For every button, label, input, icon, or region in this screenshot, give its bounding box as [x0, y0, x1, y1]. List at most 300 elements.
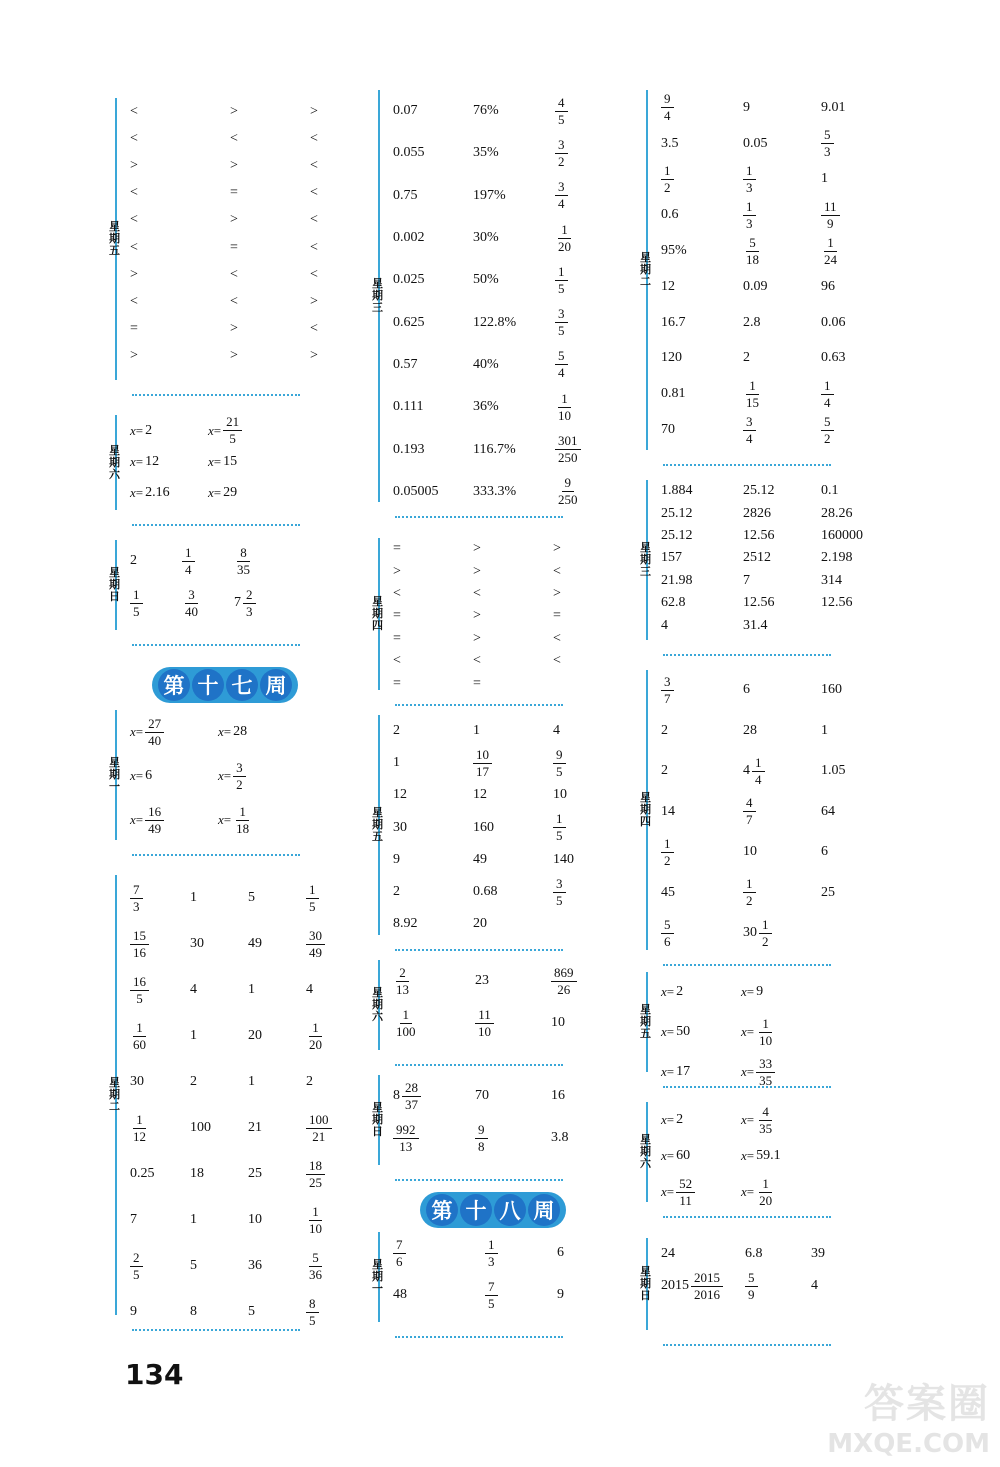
plain-value: 35% [473, 145, 499, 161]
answer-value [661, 207, 679, 223]
answer-value [130, 1212, 137, 1228]
answer-value [393, 541, 401, 557]
plain-value: 2 [306, 1074, 313, 1089]
answer-value [473, 442, 516, 458]
fraction [182, 545, 195, 578]
answer-cell [741, 1176, 831, 1209]
answer-cell [743, 163, 821, 196]
numerator: 1 [553, 811, 566, 828]
fraction [555, 475, 581, 508]
denominator: 5 [556, 763, 563, 779]
answer-cell [248, 890, 306, 906]
answer-value [230, 185, 238, 201]
answer-cell [553, 608, 623, 624]
whole-part: 7 [234, 595, 241, 610]
answer-value [473, 541, 481, 557]
x-prefix: x= [130, 724, 144, 739]
numerator: 7 [130, 882, 143, 899]
plain-value: > [130, 157, 138, 173]
answer-value [190, 1028, 197, 1044]
answer-value [306, 1296, 319, 1329]
denominator: 26 [557, 981, 571, 997]
answer-value [190, 1166, 204, 1182]
plain-value: < [393, 585, 401, 601]
answer-value [821, 171, 828, 187]
answer-value [473, 820, 494, 836]
plain-value: 1 [393, 755, 400, 771]
numerator: 1 [306, 882, 319, 899]
plain-value: 0.63 [821, 350, 846, 366]
answer-cell [661, 1064, 741, 1080]
answer-cell [661, 528, 743, 544]
answer-cell [661, 1112, 741, 1128]
answer-value [230, 294, 238, 310]
answer-cell [473, 653, 553, 669]
day-label: 星期二 [109, 1076, 120, 1113]
answer-value [130, 1074, 144, 1090]
answer-value [393, 787, 407, 803]
answer-value [475, 1122, 488, 1155]
answer-value [393, 1007, 419, 1040]
fraction [145, 804, 164, 837]
denominator: 5 [558, 280, 565, 296]
plain-value: 29 [223, 484, 238, 500]
answer-grid [661, 1238, 881, 1302]
answer-value [743, 378, 762, 411]
answer-value [130, 185, 138, 201]
answer-value [555, 137, 568, 170]
fraction [306, 1296, 319, 1329]
numerator: 2 [396, 965, 409, 982]
plain-value: 70 [475, 1088, 489, 1103]
answer-value [393, 852, 400, 868]
plain-value: 6.8 [745, 1246, 763, 1261]
answer-cell [393, 676, 473, 692]
plain-value: 160 [473, 819, 494, 835]
plain-value: = [393, 675, 401, 691]
denominator: 25 [309, 1174, 322, 1190]
answer-cell [248, 1304, 306, 1320]
answer-value [393, 653, 401, 669]
answer-cell [130, 294, 230, 310]
day-section [640, 1238, 943, 1330]
answer-cell [130, 1166, 190, 1182]
answer-value [248, 936, 262, 952]
answer-cell [130, 212, 230, 228]
answer-cell [553, 653, 623, 669]
fraction [756, 1176, 775, 1209]
answer-value [821, 682, 842, 698]
answer-cell [661, 618, 743, 634]
plain-value: 30 [130, 1074, 144, 1089]
plain-value: 3.5 [661, 135, 679, 151]
answer-cell [745, 1246, 811, 1262]
numerator: 1 [400, 1007, 413, 1024]
answer-value [393, 484, 439, 500]
plain-value: 7 [743, 572, 750, 588]
answer-value [130, 485, 170, 501]
answer-cell [393, 1122, 475, 1155]
answer-value [821, 279, 835, 295]
answer-cell [190, 1120, 248, 1136]
numerator: 1 [309, 1020, 322, 1037]
answer-value [553, 876, 566, 909]
denominator: 35 [237, 561, 250, 577]
whole-part: 30 [743, 925, 757, 941]
answer-cell [230, 321, 310, 337]
plain-value: 116.7% [473, 441, 516, 457]
plain-value: 5 [248, 1304, 255, 1319]
answer-cell [393, 631, 473, 647]
plain-value: 2 [661, 763, 668, 779]
numerator: 1 [182, 545, 195, 562]
plain-value: 39 [811, 1246, 825, 1261]
answer-cell [821, 350, 891, 366]
answer-value [130, 928, 149, 961]
plain-value: 36 [248, 1258, 262, 1273]
week-banner-char: 十 [460, 1194, 492, 1226]
plain-value: 23 [475, 973, 489, 988]
plain-value: 4 [190, 982, 197, 997]
answer-cell [473, 608, 553, 624]
answer-value [393, 916, 418, 932]
x-prefix: x= [130, 422, 144, 438]
answer-cell [743, 235, 821, 268]
answer-cell [306, 928, 366, 961]
answer-value [306, 1158, 325, 1191]
answer-value [661, 550, 682, 566]
fraction [553, 876, 566, 909]
answer-value [743, 483, 775, 499]
answer-value [218, 760, 246, 793]
answer-cell [475, 1088, 551, 1104]
denominator: 10 [558, 407, 571, 423]
answer-grid [393, 715, 623, 940]
answer-cell [130, 716, 218, 749]
answer-value [821, 723, 828, 739]
answer-cell [130, 267, 230, 283]
plain-value: 10 [248, 1212, 262, 1227]
denominator: 6 [396, 1253, 403, 1269]
answer-value [310, 294, 318, 310]
day-section [640, 1102, 943, 1208]
answer-cell [393, 188, 473, 204]
answer-cell [821, 763, 891, 779]
denominator: 9 [748, 1286, 755, 1302]
answer-value [230, 321, 238, 337]
fraction [743, 378, 762, 411]
answer-value [473, 315, 516, 331]
answer-value [475, 973, 489, 989]
fraction [555, 222, 574, 255]
fraction [555, 179, 568, 212]
plain-value: 0.75 [393, 187, 418, 203]
day-label: 星期四 [372, 595, 383, 632]
x-prefix: x= [661, 1024, 675, 1039]
answer-cell [130, 423, 208, 439]
answer-column [109, 0, 412, 1467]
numerator: 1 [558, 391, 571, 408]
numerator: 1 [743, 163, 756, 180]
plain-value: 12.56 [743, 595, 775, 611]
plain-value: 1.884 [661, 483, 693, 499]
fraction [661, 836, 674, 869]
plain-value: 17 [676, 1064, 691, 1079]
answer-value [393, 586, 401, 602]
answer-value [393, 1287, 407, 1303]
answer-cell [393, 820, 473, 836]
plain-value: 2512 [743, 550, 771, 566]
day-label: 星期三 [372, 277, 383, 314]
answer-value [393, 1080, 421, 1113]
fraction [306, 1204, 325, 1237]
answer-cell [821, 506, 891, 522]
day-label: 星期日 [640, 1265, 651, 1302]
answer-cell [821, 885, 891, 901]
plain-value: > [230, 321, 238, 337]
answer-cell [553, 631, 623, 647]
answer-value [743, 550, 771, 566]
answer-value [661, 984, 683, 1000]
answer-cell [130, 185, 230, 201]
plain-value: 50 [676, 1024, 691, 1039]
section-divider [132, 1329, 300, 1331]
week-banner [420, 1192, 566, 1228]
answer-value [551, 1088, 565, 1104]
fraction [661, 917, 674, 950]
answer-cell [393, 916, 473, 932]
x-prefix: x= [208, 453, 222, 469]
answer-cell [234, 545, 294, 578]
answer-cell [661, 506, 743, 522]
plain-value: 0.1 [821, 483, 839, 499]
fraction [306, 1112, 332, 1145]
answer-value [661, 1270, 723, 1303]
answer-cell [248, 1166, 306, 1182]
plain-value: 25 [821, 884, 835, 900]
plain-value: < [130, 293, 138, 309]
answer-cell [130, 928, 190, 961]
answer-cell [473, 916, 553, 932]
answer-cell [393, 965, 475, 998]
answer-cell [475, 1007, 551, 1040]
answer-cell [821, 171, 891, 187]
answer-value [743, 618, 768, 634]
answer-value [230, 131, 238, 147]
denominator: 20 [558, 238, 571, 254]
answer-cell [393, 884, 473, 900]
plain-value: 2 [393, 884, 400, 900]
answer-value [555, 179, 568, 212]
plain-value: 2 [393, 723, 400, 739]
answer-value [821, 844, 828, 860]
answer-value [190, 1258, 197, 1274]
answer-value [393, 1122, 419, 1155]
plain-value: > [230, 157, 238, 173]
answer-value [821, 414, 834, 447]
answer-value [821, 127, 834, 160]
answer-cell [473, 884, 553, 900]
watermark-title: 答案圈 [864, 1381, 990, 1427]
plain-value: > [473, 563, 481, 579]
plain-value: < [553, 630, 561, 646]
answer-value [661, 723, 668, 739]
answer-value [821, 483, 839, 499]
plain-value: < [393, 653, 401, 669]
denominator: 3 [133, 898, 140, 914]
numerator: 5 [821, 414, 834, 431]
plain-value: 1 [190, 1212, 197, 1227]
answer-cell [393, 484, 473, 500]
numerator: 1 [759, 1176, 772, 1193]
answer-cell [393, 357, 473, 373]
plain-value: 160 [821, 682, 842, 698]
day-label: 星期五 [109, 220, 120, 257]
fraction [553, 747, 566, 780]
plain-value: > [310, 293, 318, 309]
denominator: 18 [746, 251, 759, 267]
answer-value [661, 804, 675, 820]
answer-value [557, 1245, 564, 1261]
answer-cell [130, 454, 208, 470]
answer-cell [661, 763, 743, 779]
plain-value: 49 [248, 936, 262, 951]
answer-cell [248, 1120, 306, 1136]
denominator: 2 [664, 179, 671, 195]
answer-cell [743, 550, 821, 566]
plain-value: < [130, 212, 138, 228]
plain-value: < [130, 185, 138, 201]
plain-value: 60 [676, 1148, 691, 1163]
answer-cell [218, 804, 298, 837]
numerator: 5 [661, 917, 674, 934]
numerator: 3 [661, 674, 674, 691]
fraction [393, 1007, 419, 1040]
answer-cell [661, 279, 743, 295]
plain-value: < [230, 293, 238, 309]
fraction [130, 1020, 149, 1053]
answer-cell [555, 222, 625, 255]
answer-value [190, 1074, 197, 1090]
x-prefix: x= [661, 1184, 675, 1199]
answer-cell [741, 984, 831, 1000]
answer-value [743, 795, 756, 828]
denominator: 21 [312, 1128, 326, 1144]
plain-value: 10 [551, 1015, 565, 1030]
day-section [372, 715, 675, 935]
answer-value [553, 653, 561, 669]
answer-value [821, 350, 846, 366]
answer-value [248, 1212, 262, 1228]
answer-cell [130, 1020, 190, 1053]
answer-cell [393, 103, 473, 119]
plain-value: = [473, 675, 481, 691]
answer-value [743, 279, 768, 295]
answer-cell [190, 1166, 248, 1182]
answer-value [130, 1020, 149, 1053]
answer-value [393, 631, 401, 647]
answer-value [306, 1074, 313, 1090]
day-label: 星期六 [109, 443, 120, 481]
x-prefix: x= [218, 724, 232, 739]
x-prefix: x= [661, 1148, 675, 1163]
plain-value: 314 [821, 572, 842, 588]
plain-value: 0.09 [743, 278, 768, 294]
answer-cell [661, 483, 743, 499]
answer-value [821, 315, 846, 331]
x-prefix: x= [208, 422, 222, 438]
answer-value [130, 1250, 143, 1283]
answer-cell [130, 1304, 190, 1320]
answer-value [310, 158, 318, 174]
answer-value [661, 91, 674, 124]
fraction [821, 199, 840, 232]
plain-value: < [553, 653, 561, 669]
fraction [555, 306, 568, 339]
answer-value [743, 755, 765, 788]
fraction [234, 545, 253, 578]
answer-cell [473, 272, 555, 288]
answer-cell [661, 885, 743, 901]
answer-cell [661, 804, 743, 820]
answer-value [473, 747, 492, 780]
section-divider [663, 1216, 831, 1218]
answer-cell [811, 1278, 881, 1294]
answer-value [555, 391, 574, 424]
answer-value [821, 804, 835, 820]
numerator: 4 [759, 1104, 772, 1121]
answer-value [248, 982, 255, 998]
x-prefix: x= [741, 1024, 755, 1039]
plain-value: 4 [553, 723, 560, 739]
denominator: 35 [759, 1120, 773, 1136]
plain-value: > [230, 348, 238, 364]
numerator: 5 [745, 1270, 758, 1287]
plain-value: < [310, 130, 318, 146]
numerator: 8 [306, 1296, 319, 1313]
fraction [743, 163, 756, 196]
plain-value: 197% [473, 187, 506, 203]
answer-cell [473, 399, 555, 415]
plain-value: 100 [190, 1120, 211, 1135]
numerator: 9 [562, 475, 575, 492]
answer-cell [473, 852, 553, 868]
answer-value [130, 768, 152, 784]
answer-value [743, 917, 772, 950]
answer-cell [130, 1112, 190, 1145]
plain-value: 0.193 [393, 441, 425, 457]
answer-cell [743, 844, 821, 860]
answer-cell [230, 348, 310, 364]
plain-value: < [310, 157, 318, 173]
answer-cell [821, 573, 891, 589]
answer-value [743, 682, 750, 698]
day-section [109, 875, 412, 1328]
fraction [743, 876, 756, 909]
fraction [233, 804, 252, 837]
answer-cell [230, 158, 310, 174]
fraction [555, 264, 568, 297]
numerator: 1 [752, 755, 765, 772]
denominator: 5 [229, 431, 236, 446]
plain-value: 2.8 [743, 314, 761, 330]
answer-cell [473, 315, 555, 331]
answer-cell [821, 483, 891, 499]
answer-cell [821, 235, 891, 268]
fraction [821, 235, 840, 268]
answer-cell [661, 917, 743, 950]
x-prefix: x= [661, 1064, 675, 1079]
